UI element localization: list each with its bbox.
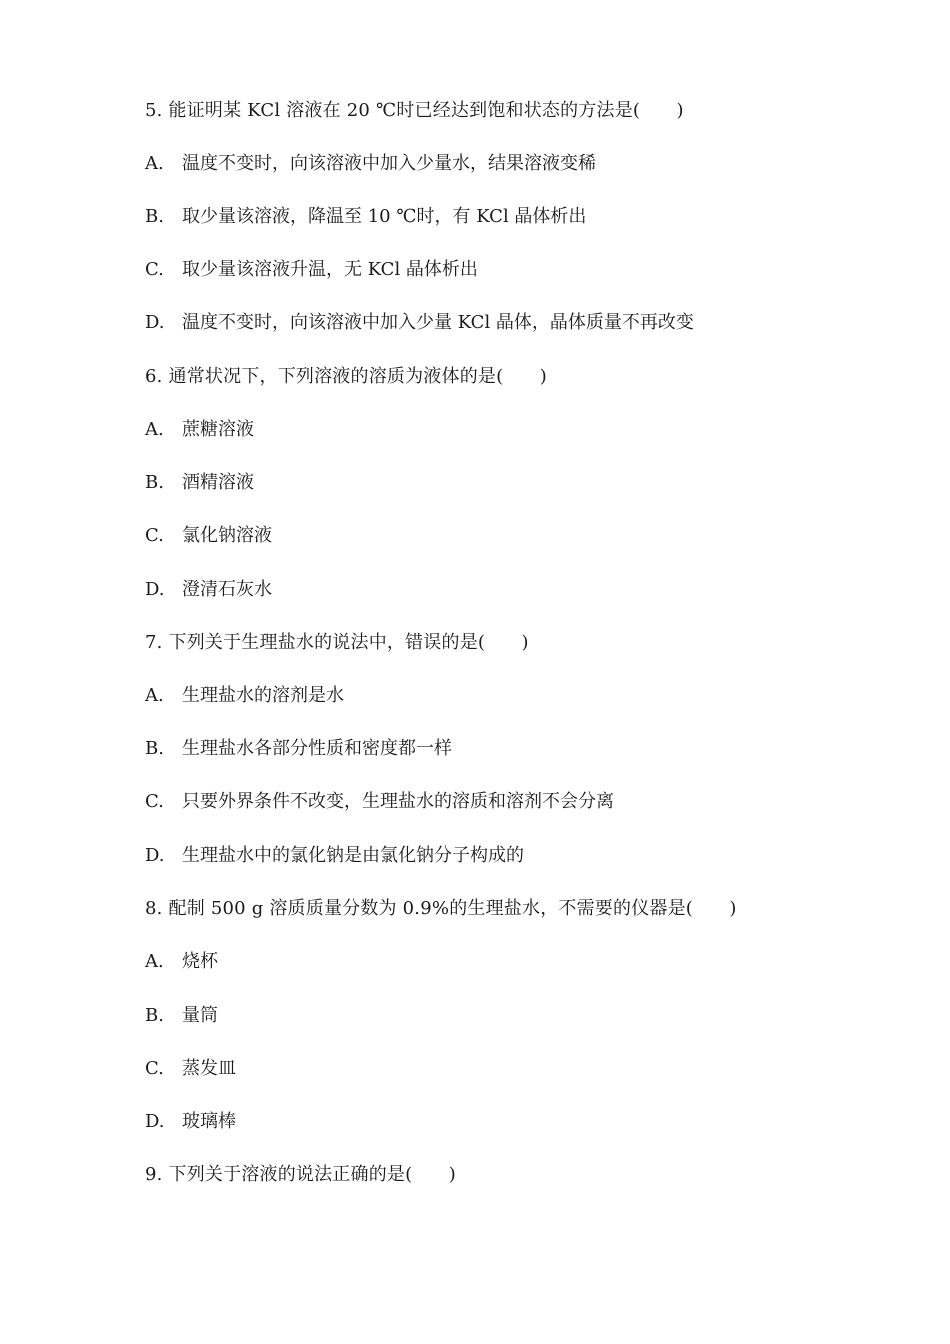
question-9-stem: 9. 下列关于溶液的说法正确的是( ): [145, 1164, 456, 1185]
option-label: C.: [145, 1058, 164, 1079]
option-label: C.: [145, 791, 164, 812]
question-6-option-d: [145, 579, 272, 601]
option-text: 酒精溶液: [182, 472, 254, 493]
option-text: 蔗糖溶液: [182, 419, 254, 440]
option-text: 生理盐水的溶剂是水: [182, 685, 344, 706]
option-label: B.: [145, 472, 164, 493]
option-label: D.: [145, 312, 165, 333]
question-6-option-b: [145, 472, 254, 494]
question-5-option-b: [145, 206, 586, 228]
question-5-stem: 5. 能证明某 KCl 溶液在 20 ℃时已经达到饱和状态的方法是( ): [145, 100, 684, 121]
option-label: B.: [145, 206, 164, 227]
option-text: 温度不变时，向该溶液中加入少量 KCl 晶体，晶体质量不再改变: [182, 312, 694, 333]
option-label: C.: [145, 259, 164, 280]
option-label: D.: [145, 1111, 165, 1132]
question-8-stem: 8. 配制 500 g 溶质质量分数为 0.9%的生理盐水，不需要的仪器是( ): [145, 898, 737, 919]
option-text: 烧杯: [182, 951, 218, 972]
option-text: 氯化钠溶液: [182, 525, 272, 546]
option-text: 玻璃棒: [182, 1111, 236, 1132]
option-label: C.: [145, 525, 164, 546]
question-6-stem: 6. 通常状况下，下列溶液的溶质为液体的是( ): [145, 366, 547, 387]
question-8-option-a: [145, 951, 218, 973]
option-text: 生理盐水各部分性质和密度都一样: [182, 738, 452, 759]
option-text: 澄清石灰水: [182, 579, 272, 600]
question-6-option-a: [145, 419, 254, 441]
question-7-option-a: [145, 685, 344, 707]
option-label: B.: [145, 738, 164, 759]
option-text: 生理盐水中的氯化钠是由氯化钠分子构成的: [182, 845, 524, 866]
option-label: A.: [145, 153, 164, 174]
question-7-option-b: [145, 738, 452, 760]
question-8-option-b: [145, 1005, 218, 1027]
option-text: 取少量该溶液升温，无 KCl 晶体析出: [182, 259, 478, 280]
option-label: A.: [145, 685, 164, 706]
question-8-option-c: [145, 1058, 236, 1080]
question-7-option-d: [145, 845, 524, 867]
question-7-stem: 7. 下列关于生理盐水的说法中，错误的是( ): [145, 632, 529, 653]
option-label: D.: [145, 579, 165, 600]
question-7-option-c: [145, 791, 614, 813]
question-5-option-d: [145, 312, 694, 334]
option-label: B.: [145, 1005, 164, 1026]
option-label: A.: [145, 419, 164, 440]
option-text: 蒸发皿: [182, 1058, 236, 1079]
option-text: 温度不变时，向该溶液中加入少量水，结果溶液变稀: [182, 153, 596, 174]
question-5-option-a: [145, 153, 596, 175]
option-label: D.: [145, 845, 165, 866]
option-text: 只要外界条件不改变，生理盐水的溶质和溶剂不会分离: [182, 791, 614, 812]
option-label: A.: [145, 951, 164, 972]
option-text: 取少量该溶液，降温至 10 ℃时，有 KCl 晶体析出: [182, 206, 587, 227]
question-8-option-d: [145, 1111, 236, 1133]
question-6-option-c: [145, 525, 272, 547]
option-text: 量筒: [182, 1005, 218, 1026]
question-5-option-c: [145, 259, 478, 281]
